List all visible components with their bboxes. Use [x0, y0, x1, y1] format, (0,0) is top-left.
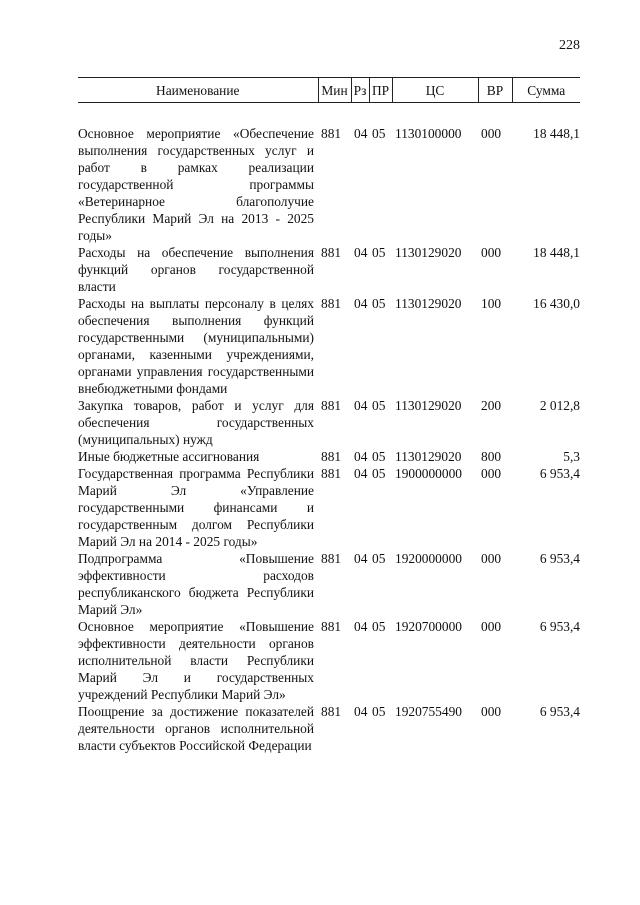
- cell-rz: 04: [354, 551, 368, 566]
- cell-min: 881: [321, 619, 342, 634]
- cell-cs: 1920755490: [395, 704, 462, 719]
- cell-min: 881: [321, 466, 342, 481]
- cell-vr: 000: [481, 245, 502, 260]
- cell-vr: 800: [481, 449, 502, 464]
- cell-cs: 1920700000: [395, 619, 462, 634]
- cell-min: 881: [321, 551, 342, 566]
- cell-rz: 04: [354, 245, 368, 260]
- cell-amount: 16 430,0: [533, 296, 580, 311]
- cell-amount: 6 953,4: [539, 704, 580, 719]
- cell-min: 881: [321, 398, 342, 413]
- budget-table: [78, 77, 580, 754]
- cell-pr: 05: [372, 551, 386, 566]
- header-min: Мин: [318, 78, 351, 103]
- cell-rz: 04: [354, 449, 368, 464]
- cell-rz: 04: [354, 398, 368, 413]
- cell-name: Закупка товаров, работ и услуг для обеспечения государственных (муниципальных) нужд: [78, 398, 314, 447]
- table-body: [78, 103, 580, 755]
- cell-rz: 04: [354, 126, 368, 141]
- page-number: 228: [559, 38, 580, 53]
- header-rz: Рз: [351, 78, 369, 103]
- table-row: [78, 125, 580, 244]
- cell-amount: 18 448,1: [533, 126, 580, 141]
- cell-min: 881: [321, 245, 342, 260]
- cell-vr: 000: [481, 126, 502, 141]
- cell-rz: 04: [354, 704, 368, 719]
- cell-name: Расходы на обеспечение выполнения функций органов государственной власти: [78, 245, 314, 294]
- cell-cs: 1920000000: [395, 551, 462, 566]
- table-row: [78, 703, 580, 754]
- cell-amount: 6 953,4: [539, 619, 580, 634]
- cell-amount: 5,3: [563, 449, 580, 464]
- cell-cs: 1130129020: [395, 449, 462, 464]
- cell-pr: 05: [372, 296, 386, 311]
- header-cs: ЦС: [392, 78, 478, 103]
- header-vr: ВР: [478, 78, 512, 103]
- table-row: [78, 618, 580, 703]
- cell-amount: 6 953,4: [539, 551, 580, 566]
- cell-min: 881: [321, 449, 342, 464]
- table-row: [78, 550, 580, 618]
- cell-cs: 1130129020: [395, 398, 462, 413]
- cell-pr: 05: [372, 466, 386, 481]
- cell-name: Иные бюджетные ассигнования: [78, 449, 260, 464]
- cell-cs: 1130129020: [395, 296, 462, 311]
- cell-vr: 000: [481, 466, 502, 481]
- cell-amount: 2 012,8: [539, 398, 580, 413]
- cell-name: Подпрограмма «Повышение эффективности расходов республиканского бюджета Республики Марий Эл»: [78, 551, 314, 617]
- cell-pr: 05: [372, 704, 386, 719]
- cell-rz: 04: [354, 619, 368, 634]
- header-spacer: [78, 103, 580, 126]
- table-header-row: [78, 78, 580, 103]
- cell-vr: 200: [481, 398, 502, 413]
- cell-pr: 05: [372, 245, 386, 260]
- table-row: [78, 448, 580, 465]
- cell-name: Основное мероприятие «Повышение эффективности деятельности органов исполнительной власти Республики Марий Эл и государственных учреждений Республики Марий Эл»: [78, 619, 314, 702]
- cell-min: 881: [321, 296, 342, 311]
- cell-min: 881: [321, 126, 342, 141]
- header-amount: Сумма: [512, 78, 580, 103]
- cell-amount: 18 448,1: [533, 245, 580, 260]
- cell-min: 881: [321, 704, 342, 719]
- cell-name: Основное мероприятие «Обеспечение выполнения государственных услуг и работ в рамках реализации государственной программы «Ветеринарное благополучие Республики Марий Эл на 2013 - 2025 годы»: [78, 126, 314, 243]
- header-pr: ПР: [369, 78, 392, 103]
- cell-cs: 1130129020: [395, 245, 462, 260]
- cell-amount: 6 953,4: [539, 466, 580, 481]
- cell-vr: 000: [481, 619, 502, 634]
- cell-rz: 04: [354, 466, 368, 481]
- cell-name: Государственная программа Республики Марий Эл «Управление государственными финансами и государственным долгом Республики Марий Эл на 2014 - 2025 годы»: [78, 466, 314, 549]
- header-name: Наименование: [78, 78, 318, 103]
- cell-vr: 000: [481, 551, 502, 566]
- cell-pr: 05: [372, 619, 386, 634]
- cell-name: Поощрение за достижение показателей деятельности органов исполнительной власти субъектов Российской Федерации: [78, 704, 314, 753]
- cell-cs: 1900000000: [395, 466, 462, 481]
- cell-pr: 05: [372, 398, 386, 413]
- cell-pr: 05: [372, 126, 386, 141]
- cell-rz: 04: [354, 296, 368, 311]
- cell-pr: 05: [372, 449, 386, 464]
- cell-vr: 100: [481, 296, 502, 311]
- cell-vr: 000: [481, 704, 502, 719]
- table-row: [78, 465, 580, 550]
- cell-cs: 1130100000: [395, 126, 462, 141]
- table-row: [78, 244, 580, 295]
- cell-name: Расходы на выплаты персоналу в целях обеспечения выполнения функций государственными (муниципальными) органами, казенными учреждениями, органами управления государственными внебюджетными фондами: [78, 296, 314, 396]
- table-row: [78, 295, 580, 397]
- table-row: [78, 397, 580, 448]
